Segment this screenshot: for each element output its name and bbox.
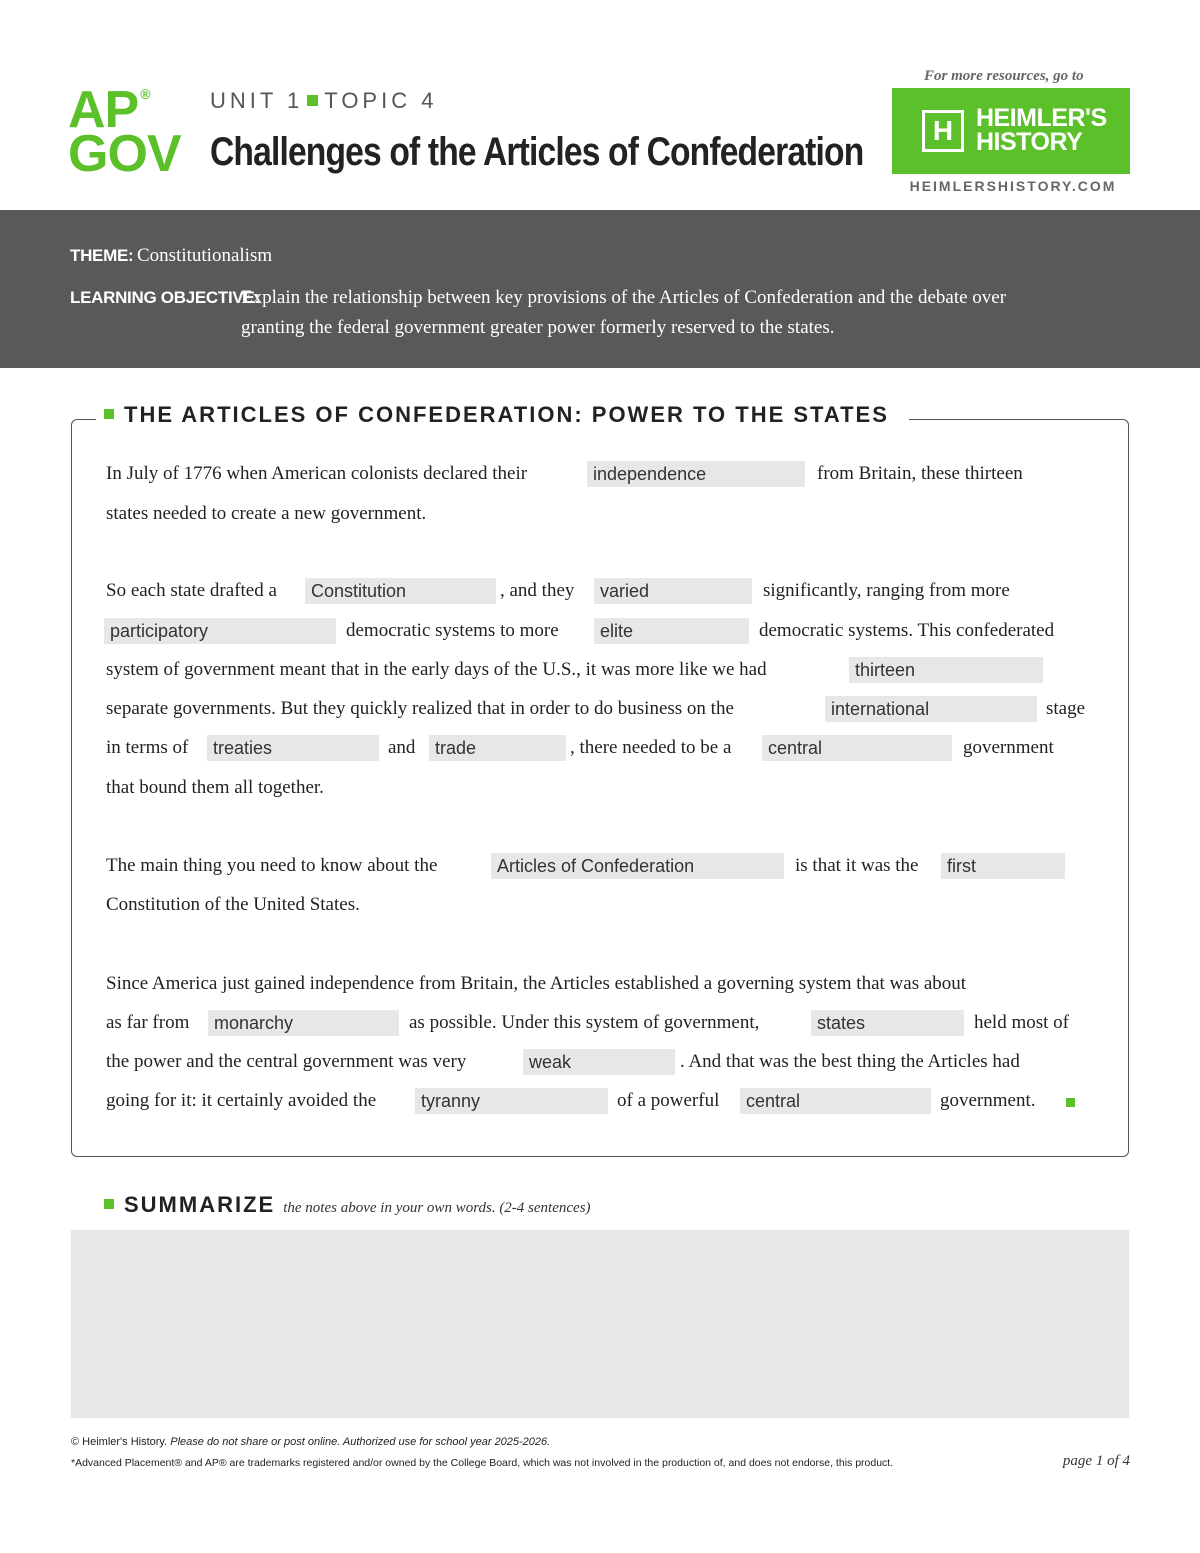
- text-segment: democratic systems. This confederated: [759, 620, 1055, 641]
- text-segment: as possible. Under this system of government,: [409, 1012, 760, 1033]
- brand-name: HEIMLER'S HISTORY: [976, 104, 1107, 156]
- text-segment: democratic systems to more: [346, 620, 559, 641]
- fill-in-blank[interactable]: Constitution: [305, 578, 496, 604]
- text-segment: . And that was the best thing the Articles had: [680, 1051, 1020, 1072]
- objective-line-2: granting the federal government greater power formerly reserved to the states.: [241, 317, 835, 338]
- text-segment: In July of 1776 when American colonists declared their: [106, 463, 528, 484]
- text-segment: government: [963, 737, 1054, 758]
- text-segment: held most of: [974, 1012, 1069, 1033]
- unit-topic-line: [210, 88, 437, 114]
- theme-banner: [0, 210, 1200, 368]
- text-segment: of a powerful: [617, 1090, 720, 1111]
- logo-gov: GOV: [68, 125, 181, 184]
- text-segment: Since America just gained independence from Britain, the Articles established a governing system that was about: [106, 973, 967, 994]
- section-heading: [96, 402, 909, 428]
- fill-in-blank[interactable]: treaties: [207, 735, 379, 761]
- usage-notice: Please do not share or post online. Authorized use for school year 2025-2026.: [170, 1436, 551, 1448]
- fill-in-blank[interactable]: independence: [587, 461, 805, 487]
- fill-in-blank[interactable]: international: [825, 696, 1037, 722]
- theme-label: THEME:: [70, 246, 134, 265]
- fill-in-blank[interactable]: elite: [594, 618, 749, 644]
- fill-in-blank[interactable]: varied: [594, 578, 752, 604]
- text-segment: stage: [1046, 698, 1086, 719]
- objective-label: LEARNING OBJECTIVE:: [70, 288, 260, 307]
- section-heading-text: THE ARTICLES OF CONFEDERATION: POWER TO THE STATES: [124, 402, 889, 427]
- green-square-icon: [307, 95, 318, 106]
- fill-in-blank[interactable]: participatory: [104, 618, 336, 644]
- fill-in-blank[interactable]: tyranny: [415, 1088, 608, 1114]
- more-resources-text: For more resources, go to: [924, 68, 1084, 84]
- logo-registered: ®: [140, 86, 150, 102]
- text-segment: in terms of: [106, 737, 189, 758]
- summarize-heading: [104, 1192, 591, 1218]
- text-segment: as far from: [106, 1012, 190, 1033]
- footer-copyright: [71, 1436, 550, 1448]
- logo-ap: AP: [68, 81, 139, 139]
- fill-in-blank[interactable]: Articles of Confederation: [491, 853, 784, 879]
- fill-in-blank[interactable]: weak: [523, 1049, 675, 1075]
- theme-value: Constitutionalism: [137, 245, 273, 266]
- ap-gov-logo: [68, 81, 198, 184]
- text-segment: The main thing you need to know about the: [106, 855, 438, 876]
- text-segment: that bound them all together.: [106, 777, 324, 798]
- text-segment: separate governments. But they quickly realized that in order to do business on the: [106, 698, 734, 719]
- fill-in-blank[interactable]: central: [762, 735, 952, 761]
- brand-url-link[interactable]: HEIMLERSHISTORY.COM: [909, 178, 1117, 194]
- green-square-icon: [1066, 1098, 1075, 1107]
- text-segment: Constitution of the United States.: [106, 894, 360, 915]
- topic-label: TOPIC 4: [324, 88, 438, 113]
- unit-label: UNIT 1: [210, 88, 304, 113]
- summary-answer-area[interactable]: [71, 1230, 1129, 1418]
- text-segment: is that it was the: [795, 855, 919, 876]
- text-segment: system of government meant that in the early days of the U.S., it was more like we had: [106, 659, 767, 680]
- text-segment: So each state drafted a: [106, 580, 277, 601]
- copyright-text: © Heimler's History.: [71, 1436, 168, 1448]
- fill-in-blank[interactable]: monarchy: [208, 1010, 399, 1036]
- page-title: Challenges of the Articles of Confederation: [210, 130, 864, 174]
- text-segment: government.: [940, 1090, 1036, 1111]
- text-segment: significantly, ranging from more: [763, 580, 1010, 601]
- fill-in-blank[interactable]: states: [811, 1010, 964, 1036]
- text-segment: states needed to create a new government.: [106, 503, 427, 524]
- h-monogram-icon: H: [922, 110, 964, 152]
- fill-in-blank[interactable]: central: [740, 1088, 931, 1114]
- fill-in-blank[interactable]: thirteen: [849, 657, 1043, 683]
- objective-line-1: Explain the relationship between key provisions of the Articles of Confederation and the debate over: [241, 287, 1007, 308]
- trademark-notice: *Advanced Placement® and AP® are trademarks registered and/or owned by the College Board, which was not involved in the production of, and does not endorse, this product.: [71, 1457, 894, 1469]
- green-square-icon: [104, 1199, 114, 1209]
- text-segment: going for it: it certainly avoided the: [106, 1090, 377, 1111]
- fill-in-blank[interactable]: trade: [429, 735, 566, 761]
- text-segment: the power and the central government was very: [106, 1051, 467, 1072]
- summarize-title: SUMMARIZE: [124, 1192, 276, 1217]
- fill-in-blank[interactable]: first: [941, 853, 1065, 879]
- heimlers-history-logo[interactable]: [892, 88, 1130, 174]
- green-square-icon: [104, 409, 114, 419]
- text-segment: , and they: [500, 580, 575, 601]
- text-segment: , there needed to be a: [570, 737, 732, 758]
- summarize-instructions: the notes above in your own words. (2-4 sentences): [283, 1200, 591, 1216]
- text-segment: and: [388, 737, 416, 758]
- text-segment: from Britain, these thirteen: [817, 463, 1023, 484]
- page-number: page 1 of 4: [1062, 1453, 1130, 1469]
